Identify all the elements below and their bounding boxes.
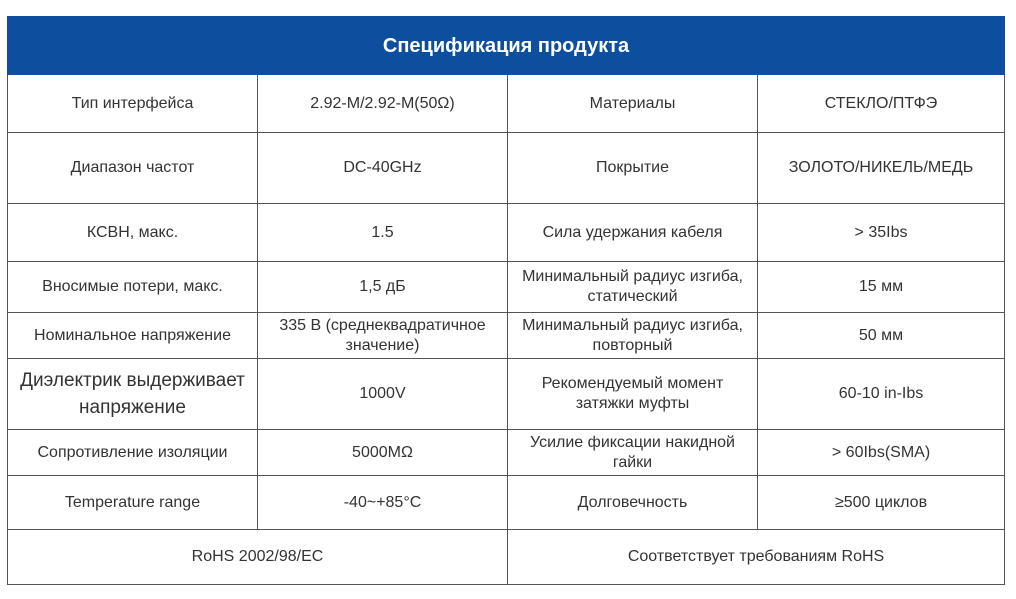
spec-label: Минимальный радиус изгиба, статический [508,262,758,313]
spec-value: > 35Ibs [758,204,1005,262]
spec-value: 1000V [258,359,508,430]
spec-value: DC-40GHz [258,133,508,204]
spec-label: Рекомендуемый момент затяжки муфты [508,359,758,430]
table-row [8,75,1005,133]
spec-label: Temperature range [8,476,258,530]
table-row [8,359,1005,430]
table-footer-row [8,530,1005,585]
spec-value: 50 мм [758,313,1005,359]
spec-table [7,16,1005,585]
spec-value: 1.5 [258,204,508,262]
spec-label: Минимальный радиус изгиба, повторный [508,313,758,359]
spec-value: ≥500 циклов [758,476,1005,530]
spec-label: Тип интерфейса [8,75,258,133]
spec-value: 5000MΩ [258,430,508,476]
spec-value: 15 мм [758,262,1005,313]
table-row [8,430,1005,476]
spec-value: > 60Ibs(SMA) [758,430,1005,476]
table-header-row [8,17,1005,75]
spec-label: Диапазон частот [8,133,258,204]
table-row [8,262,1005,313]
spec-label: Сопротивление изоляции [8,430,258,476]
spec-value: 2.92-M/2.92-M(50Ω) [258,75,508,133]
compliance-note: Соответствует требованиям RoHS [508,530,1005,585]
spec-value: СТЕКЛО/ПТФЭ [758,75,1005,133]
spec-value: 60-10 in-Ibs [758,359,1005,430]
spec-label: Материалы [508,75,758,133]
spec-label: Номинальное напряжение [8,313,258,359]
table-title: Спецификация продукта [8,17,1005,75]
table-row [8,476,1005,530]
spec-label: Покрытие [508,133,758,204]
table-row [8,133,1005,204]
table-row [8,313,1005,359]
spec-label: Долговечность [508,476,758,530]
spec-value: ЗОЛОТО/НИКЕЛЬ/МЕДЬ [758,133,1005,204]
spec-label: Сила удержания кабеля [508,204,758,262]
spec-label: Диэлектрик выдерживает напряжение [8,359,258,430]
table-row [8,204,1005,262]
spec-label: Усилие фиксации накидной гайки [508,430,758,476]
spec-label: КСВН, макс. [8,204,258,262]
spec-value: 335 В (среднеквадратичное значение) [258,313,508,359]
compliance-standard: RoHS 2002/98/EC [8,530,508,585]
spec-value: -40~+85°C [258,476,508,530]
spec-label: Вносимые потери, макс. [8,262,258,313]
spec-value: 1,5 дБ [258,262,508,313]
